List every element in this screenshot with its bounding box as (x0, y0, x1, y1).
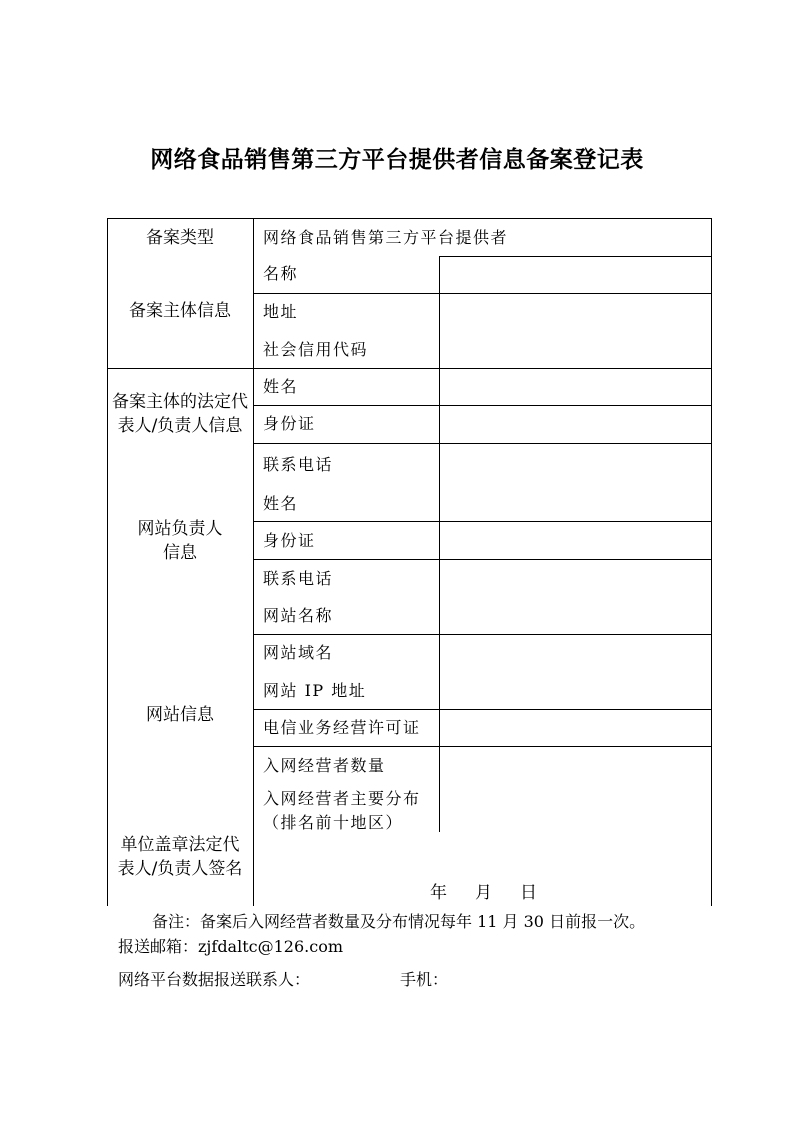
name-label: 名称 (263, 264, 299, 283)
site-manager-info-label: 网站负责人信息 (137, 519, 223, 563)
mgr-name-label: 姓名 (263, 494, 299, 513)
record-type-value: 网络食品销售第三方平台提供者 (263, 228, 509, 247)
footer-mobile: 手机： (400, 970, 449, 989)
merchant-distribution-label: 入网经营者主要分布（排名前十地区） (263, 789, 421, 832)
date-year: 年 (430, 883, 447, 903)
footer-note: 备注：备案后入网经营者数量及分布情况每年 11 月 30 日前报一次。 (152, 912, 646, 931)
subject-info-label: 备案主体信息 (129, 301, 231, 321)
site-info-label: 网站信息 (146, 705, 214, 725)
mgr-id-label: 身份证 (263, 531, 316, 550)
address-label: 地址 (263, 302, 299, 321)
date-day: 日 (520, 883, 537, 903)
domain-label: 网站域名 (263, 643, 334, 662)
date-month: 月 (475, 883, 492, 903)
rep-id-label: 身份证 (263, 414, 316, 433)
rep-name-label: 姓名 (263, 377, 299, 396)
rep-phone-label: 联系电话 (263, 455, 334, 474)
legal-rep-info-label: 备案主体的法定代表人/负责人信息 (112, 392, 248, 436)
footer-contact: 网络平台数据报送联系人： (118, 970, 311, 989)
site-name-label: 网站名称 (263, 606, 334, 625)
credit-code-label: 社会信用代码 (263, 340, 369, 359)
telecom-license-label: 电信业务经营许可证 (263, 718, 421, 737)
mgr-phone-label: 联系电话 (263, 569, 334, 588)
ip-label: 网站 IP 地址 (263, 681, 367, 700)
seal-sign-label: 单位盖章法定代表人/负责人签名 (117, 835, 243, 879)
merchant-count-label: 入网经营者数量 (263, 756, 386, 775)
footer-email: 报送邮箱：zjfdaltc@126.com (118, 937, 343, 956)
form-title: 网络食品销售第三方平台提供者信息备案登记表 (150, 147, 644, 173)
record-type-label: 备案类型 (146, 228, 214, 248)
